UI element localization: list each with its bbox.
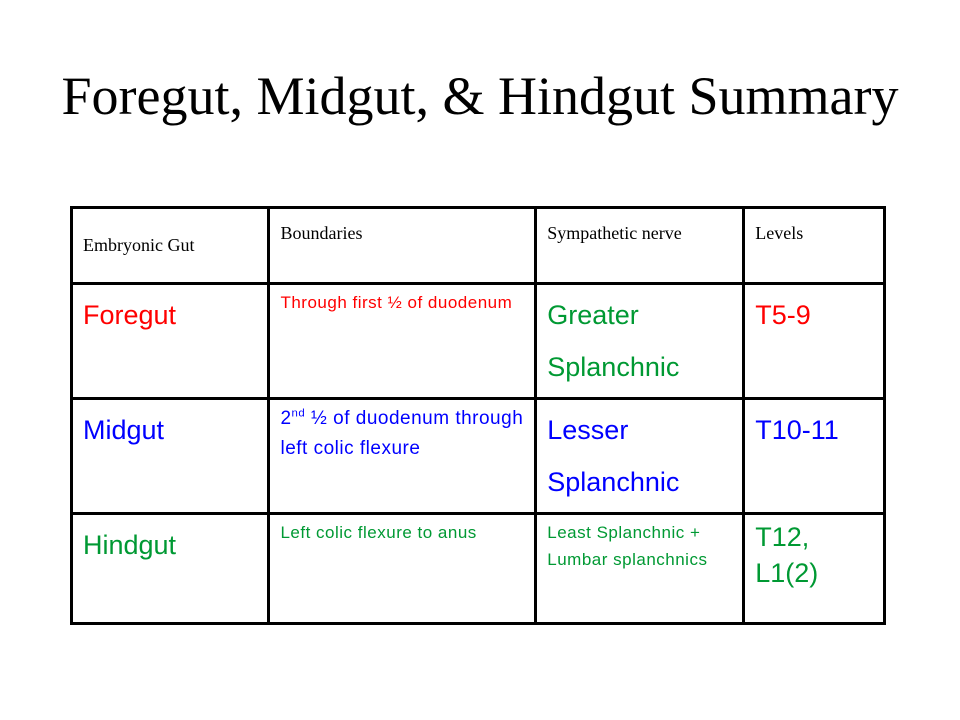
cell-boundaries-foregut: Through first ½ of duodenum — [269, 284, 536, 399]
header-levels: Levels — [744, 208, 885, 284]
cell-gut-foregut: Foregut — [72, 284, 269, 399]
cell-gut-midgut: Midgut — [72, 399, 269, 514]
table-row-foregut — [72, 284, 885, 399]
cell-gut-hindgut: Hindgut — [72, 514, 269, 624]
cell-levels-midgut: T10-11 — [744, 399, 885, 514]
table-row-hindgut — [72, 514, 885, 624]
cell-levels-hindgut: T12, L1(2) — [744, 514, 885, 624]
gut-summary-table — [70, 206, 886, 625]
header-boundaries: Boundaries — [269, 208, 536, 284]
cell-nerve-midgut: Lesser Splanchnic — [536, 399, 744, 514]
cell-boundaries-hindgut: Left colic flexure to anus — [269, 514, 536, 624]
cell-nerve-hindgut: Least Splanchnic + Lumbar splanchnics — [536, 514, 744, 624]
table-header-row — [72, 208, 885, 284]
table-row-midgut — [72, 399, 885, 514]
header-sympathetic-nerve: Sympathetic nerve — [536, 208, 744, 284]
slide-title: Foregut, Midgut, & Hindgut Summary — [61, 66, 899, 126]
header-embryonic-gut: Embryonic Gut — [72, 208, 269, 284]
cell-nerve-foregut: Greater Splanchnic — [536, 284, 744, 399]
cell-levels-foregut: T5-9 — [744, 284, 885, 399]
cell-boundaries-midgut: 2nd ½ of duodenum through left colic flexure — [269, 399, 536, 514]
